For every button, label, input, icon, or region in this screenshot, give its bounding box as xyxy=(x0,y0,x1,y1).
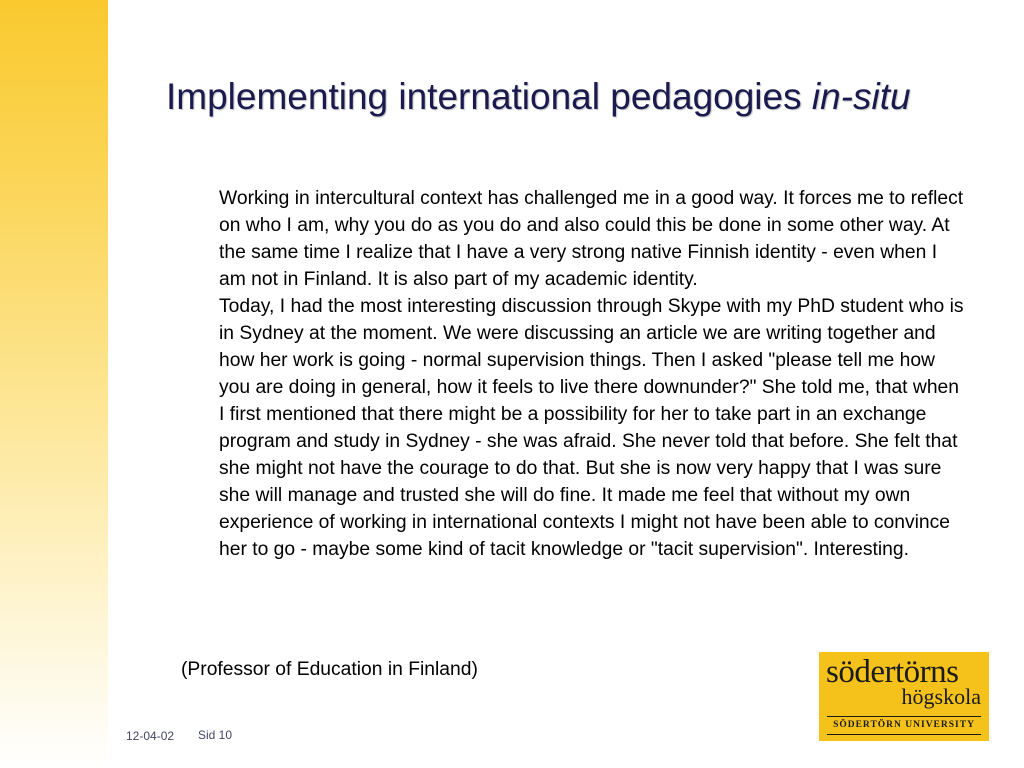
quote-attribution: (Professor of Education in Finland) xyxy=(181,659,478,680)
logo-text-hogskola: högskola xyxy=(901,684,981,709)
logo-text-university: SÖDERTÖRN UNIVERSITY xyxy=(833,720,975,730)
footer-page-number: Sid 10 xyxy=(198,728,233,742)
quote-block xyxy=(219,185,969,563)
quote-paragraph-2: Today, I had the most interesting discussion through Skype with my PhD student who is in Sydney at the moment. We were discussing an article we are writing together and how her work is going - normal supervision things. Then I asked "please tell me how you are doing in general, how it feels to live there downunder?" She told me, that when I first mentioned that there might be a possibility for her to take part in an exchange program and study in Sydney - she was afraid. She never told that before. She felt that she might not have the courage to do that. But she is now very happy that I was sure she will manage and trusted she will do fine. It made me feel that without my own experience of working in international contexts I might not have been able to convince her to go - maybe some kind of tacit knowledge or "tacit supervision". Interesting. xyxy=(219,296,964,560)
quote-paragraph-1: Working in intercultural context has challenged me in a good way. It forces me to reflect on who I am, why you do as you do and also could this be done in some other way. At the same time I realize that I have a very strong native Finnish identity - even when I am not in Finland. It is also part of my academic identity. xyxy=(219,188,964,290)
logo-divider xyxy=(827,716,981,717)
footer-date: 12-04-02 xyxy=(126,729,175,743)
slide-title-main: Implementing international pedagogies xyxy=(166,76,812,117)
decorative-sidebar xyxy=(0,0,108,768)
slide-title xyxy=(166,76,911,118)
slide-title-italic: in-situ xyxy=(811,76,911,117)
sodertorn-logo xyxy=(819,652,989,741)
logo-divider-bottom xyxy=(827,734,981,735)
logo-text-sodertorns: södertörns xyxy=(826,654,959,690)
